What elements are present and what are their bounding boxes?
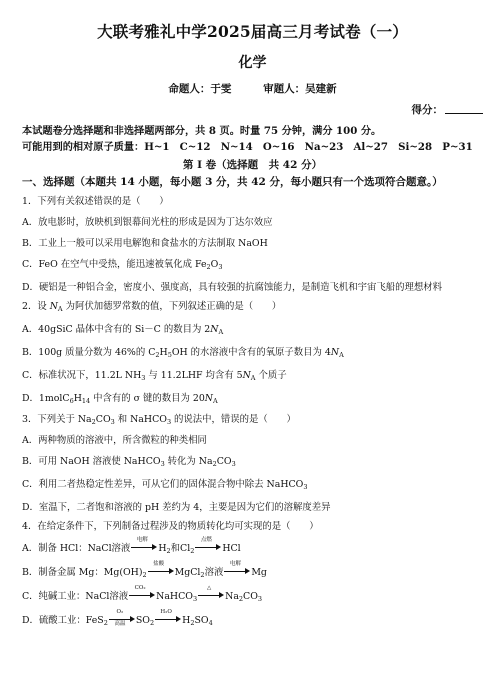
question-3-option-d: D．室温下，二者饱和溶液的 pH 差约为 4，主要是因为它们的溶解度差异 xyxy=(22,502,331,513)
reviewer: 审题人：吴建新 xyxy=(263,83,337,95)
question-1-stem: 1．下列有关叙述错误的是（ ） xyxy=(22,196,169,207)
question-4-option-c: C．纯碱工业：NaCl溶液 CO₂ NaHCO$_3$ △ $Na_2CO_3$ xyxy=(22,585,263,603)
atomic-masses: 可能用到的相对原子质量：H~1 C~12 N~14 O~16 Na~23 Al~27 Si~28 P~31 xyxy=(22,141,473,153)
score-blank[interactable] xyxy=(445,103,483,114)
score-label: 得分： xyxy=(411,104,443,116)
question-2-stem: 2．设 $N_A$ 为阿伏加德罗常数的值，下列叙述正确的是（ ） xyxy=(22,301,282,313)
authors-line xyxy=(22,81,483,96)
reaction-arrow: H₂O xyxy=(155,614,181,622)
reaction-arrow: 点燃 xyxy=(195,542,221,550)
question-3-option-a: A．两种物质的溶液中，所含微粒的种类相同 xyxy=(22,435,207,446)
question-4-option-a: A．制备 HCl：NaCl溶液 电解 $H_2$和$Cl_2$ 点燃 HCl xyxy=(22,537,241,555)
reaction-arrow: 电解 xyxy=(131,542,157,550)
question-4-stem: 4．在给定条件下，下列制备过程涉及的物质转化均可实现的是（ ） xyxy=(22,521,319,532)
question-4-option-b: B．制备金属 Mg：$Mg(OH)_2$ 盐酸 MgCl$_2$溶液 电解 Mg xyxy=(22,561,267,579)
question-1-option-c: C．FeO 在空气中受热，能迅速被氧化成 $Fe_2O_3$ xyxy=(22,259,223,271)
reaction-arrow: △ xyxy=(198,590,224,598)
part-title: 第 Ⅰ 卷（选择题 共 42 分） xyxy=(182,159,323,171)
question-2-option-d: D．$1molC_6H_{14}$ 中含有的 σ 键的数目为 $20N_A$ xyxy=(22,393,218,405)
question-2-option-b: B．100g 质量分数为 46%的 $C_2H_5OH$ 的水溶液中含有的氧原子数目为 $4N_A$ xyxy=(22,347,344,359)
question-author: 命题人：于雯 xyxy=(168,83,232,95)
exam-title: 大联考雅礼中学2025届高三月考试卷（一） xyxy=(97,22,408,41)
question-1-option-b: B．工业上一般可以采用电解饱和食盐水的方法制取 NaOH xyxy=(22,238,268,249)
question-1-option-a: A．放电影时，放映机到银幕间光柱的形成是因为丁达尔效应 xyxy=(22,217,273,228)
reaction-arrow: 电解 xyxy=(224,566,250,574)
subject-title: 化学 xyxy=(238,55,267,71)
reaction-arrow: 盐酸 xyxy=(148,566,174,574)
exam-notes xyxy=(22,123,483,155)
question-2-option-c: C．标准状况下，11.2L $NH_3$ 与 11.2LHF 均含有 $5N_A$ 个质子 xyxy=(22,370,287,382)
question-3-option-b: B．可用 NaOH 溶液使 NaHCO$_3$ 转化为 $Na_2CO_3$ xyxy=(22,456,236,468)
score-field xyxy=(22,102,483,117)
reaction-arrow: O₂ 高温 xyxy=(109,614,135,622)
question-1-option-d: D．硬铝是一种铝合金，密度小、强度高，具有较强的抗腐蚀能力，是制造飞机和宇宙飞船的理想材料 xyxy=(22,282,443,293)
question-2-option-a: A．40gSiC 晶体中含有的 Si－C 的数目为 $2N_A$ xyxy=(22,324,224,336)
section-heading: 一、选择题（本题共 14 小题，每小题 3 分，共 42 分，每小题只有一个选项符合题意。） xyxy=(22,176,443,188)
question-4-option-d: D．硫酸工业：FeS$_2$ O₂ 高温 $SO_2$ H₂O $H_2SO_4$ xyxy=(22,609,213,627)
exam-info: 本试题卷分选择题和非选择题两部分，共 8 页。时量 75 分钟，满分 100 分。 xyxy=(22,125,382,137)
question-3-option-c: C．利用二者热稳定性差异，可从它们的固体混合物中除去 NaHCO$_3$ xyxy=(22,479,308,491)
reaction-arrow: CO₂ xyxy=(129,590,155,598)
question-3-stem: 3．下列关于 $Na_2CO_3$ 和 NaHCO$_3$ 的说法中，错误的是（ ） xyxy=(22,414,296,426)
